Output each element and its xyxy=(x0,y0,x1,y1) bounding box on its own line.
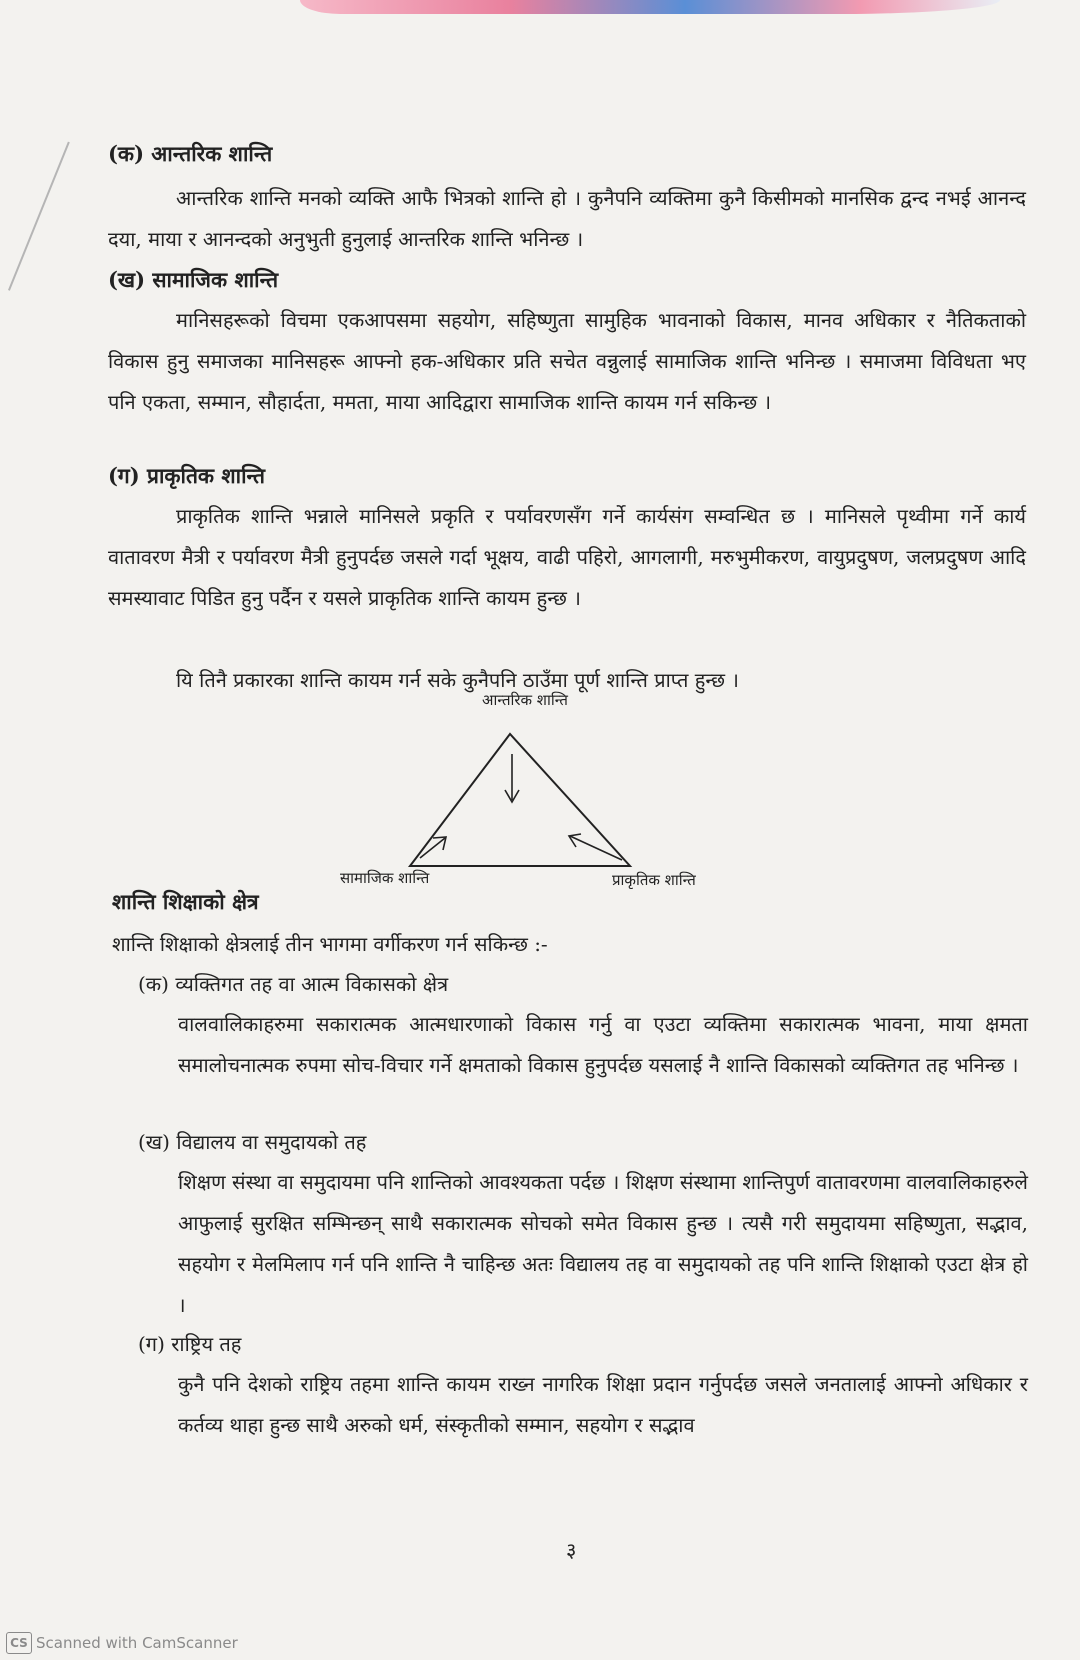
heading-inner-peace: (क) आन्तरिक शान्ति xyxy=(108,141,273,166)
scope-item-para: शिक्षण संस्था वा समुदायमा पनि शान्तिको आवश्यकता पर्दछ । शिक्षण संस्थामा शान्तिपुर्ण वातावरणमा वालवालिकाहरुले आफुलाई सुरक्षित सम्भिन्छन् साथै सकारात्मक सोचको समेत विकास हुन्छ । त्यसै गरी समुदायमा सहिष्णुता, सद्भाव, सहयोग र मेलमिलाप गर्न पनि शान्ति नै चाहिन्छ अतः विद्यालय तह वा समुदायको तह पनि शान्ति शिक्षाको एउटा क्षेत्र हो । xyxy=(178,1170,1028,1317)
para-social-peace: मानिसहरूको विचमा एकआपसमा सहयोग, सहिष्णुता सामुहिक भावनाको विकास, मानव अधिकार र नैतिकताको विकास हुनु समाजका मानिसहरू आफ्नो हक-अधिकार प्रति सचेत वन्नुलाई सामाजिक शान्ति भनिन्छ । समाजमा विविधता भए पनि एकता, सम्मान, सौहार्दता, ममता, माया आदिद्वारा सामाजिक शान्ति कायम गर्न सकिन्छ । xyxy=(108,308,1026,414)
para-summary: यि तिनै प्रकारका शान्ति कायम गर्न सके कुनैपनि ठाउँमा पूर्ण शान्ति प्राप्त हुन्छ । xyxy=(176,668,740,692)
camscanner-watermark xyxy=(6,1632,238,1654)
scope-item-heading: (क) व्यक्तिगत तह वा आत्म विकासको क्षेत्र xyxy=(138,972,449,996)
scope-intro: शान्ति शिक्षाको क्षेत्रलाई तीन भागमा वर्गीकरण गर्न सकिन्छ :- xyxy=(112,932,548,956)
para-inner-peace: आन्तरिक शान्ति मनको व्यक्ति आफै भित्रको शान्ति हो । कुनैपनि व्यक्तिमा कुनै किसीमको मानसिक द्वन्द नभई आनन्द दया, माया र आनन्दको अनुभुती हुनुलाई आन्तरिक शान्ति भनिन्छ । xyxy=(108,186,1026,251)
diagram-label-inner: आन्तरिक शान्ति xyxy=(482,691,568,709)
triangle-shape xyxy=(410,734,630,866)
scope-item-heading: (ख) विद्यालय वा समुदायको तह xyxy=(138,1130,367,1154)
watermark-text: Scanned with CamScanner xyxy=(36,1634,238,1652)
scope-item-para: वालवालिकाहरुमा सकारात्मक आत्मधारणाको विकास गर्नु वा एउटा व्यक्तिमा सकारात्मक भावना, माया क्षमता समालोचनात्मक रुपमा सोच-विचार गर्ने क्षमताको विकास हुनुपर्दछ यसलाई नै शान्ति विकासको व्यक्तिगत तह भनिन्छ । xyxy=(178,1012,1028,1077)
triangle-graphic xyxy=(340,726,760,936)
scope-item-para: कुनै पनि देशको राष्ट्रिय तहमा शान्ति कायम राख्न नागरिक शिक्षा प्रदान गर्नुपर्दछ जसले जनतालाई आफ्नो अधिकार र कर्तव्य थाहा हुन्छ साथै अरुको धर्म, संस्कृतीको सम्मान, सहयोग र सद्भाव xyxy=(178,1372,1028,1437)
heading-scope: शान्ति शिक्षाको क्षेत्र xyxy=(112,889,259,914)
heading-social-peace: (ख) सामाजिक शान्ति xyxy=(108,267,279,292)
heading-natural-peace: (ग) प्राकृतिक शान्ति xyxy=(108,463,265,488)
scope-item-heading: (ग) राष्ट्रिय तह xyxy=(138,1332,242,1356)
diagram-label-natural: प्राकृतिक शान्ति xyxy=(612,871,696,889)
page-number: ३ xyxy=(566,1538,577,1562)
para-natural-peace: प्राकृतिक शान्ति भन्नाले मानिसले प्रकृति र पर्यावरणसँग गर्ने कार्यसंग सम्वन्धित छ । मानिसले पृथ्वीमा गर्ने कार्य वातावरण मैत्री र पर्यावरण मैत्री हुनुपर्दछ जसले गर्दा भूक्षय, वाढी पहिरो, आगलागी, मरुभुमीकरण, वायुप्रदुषण, जलप्रदुषण आदि समस्यावाट पिडित हुनु पर्दैन र यसले प्राकृतिक शान्ति कायम हुन्छ । xyxy=(108,504,1026,610)
camscanner-logo-icon: CS xyxy=(6,1632,32,1654)
peace-triangle-diagram xyxy=(340,691,760,936)
diagram-label-social: सामाजिक शान्ति xyxy=(340,869,430,887)
